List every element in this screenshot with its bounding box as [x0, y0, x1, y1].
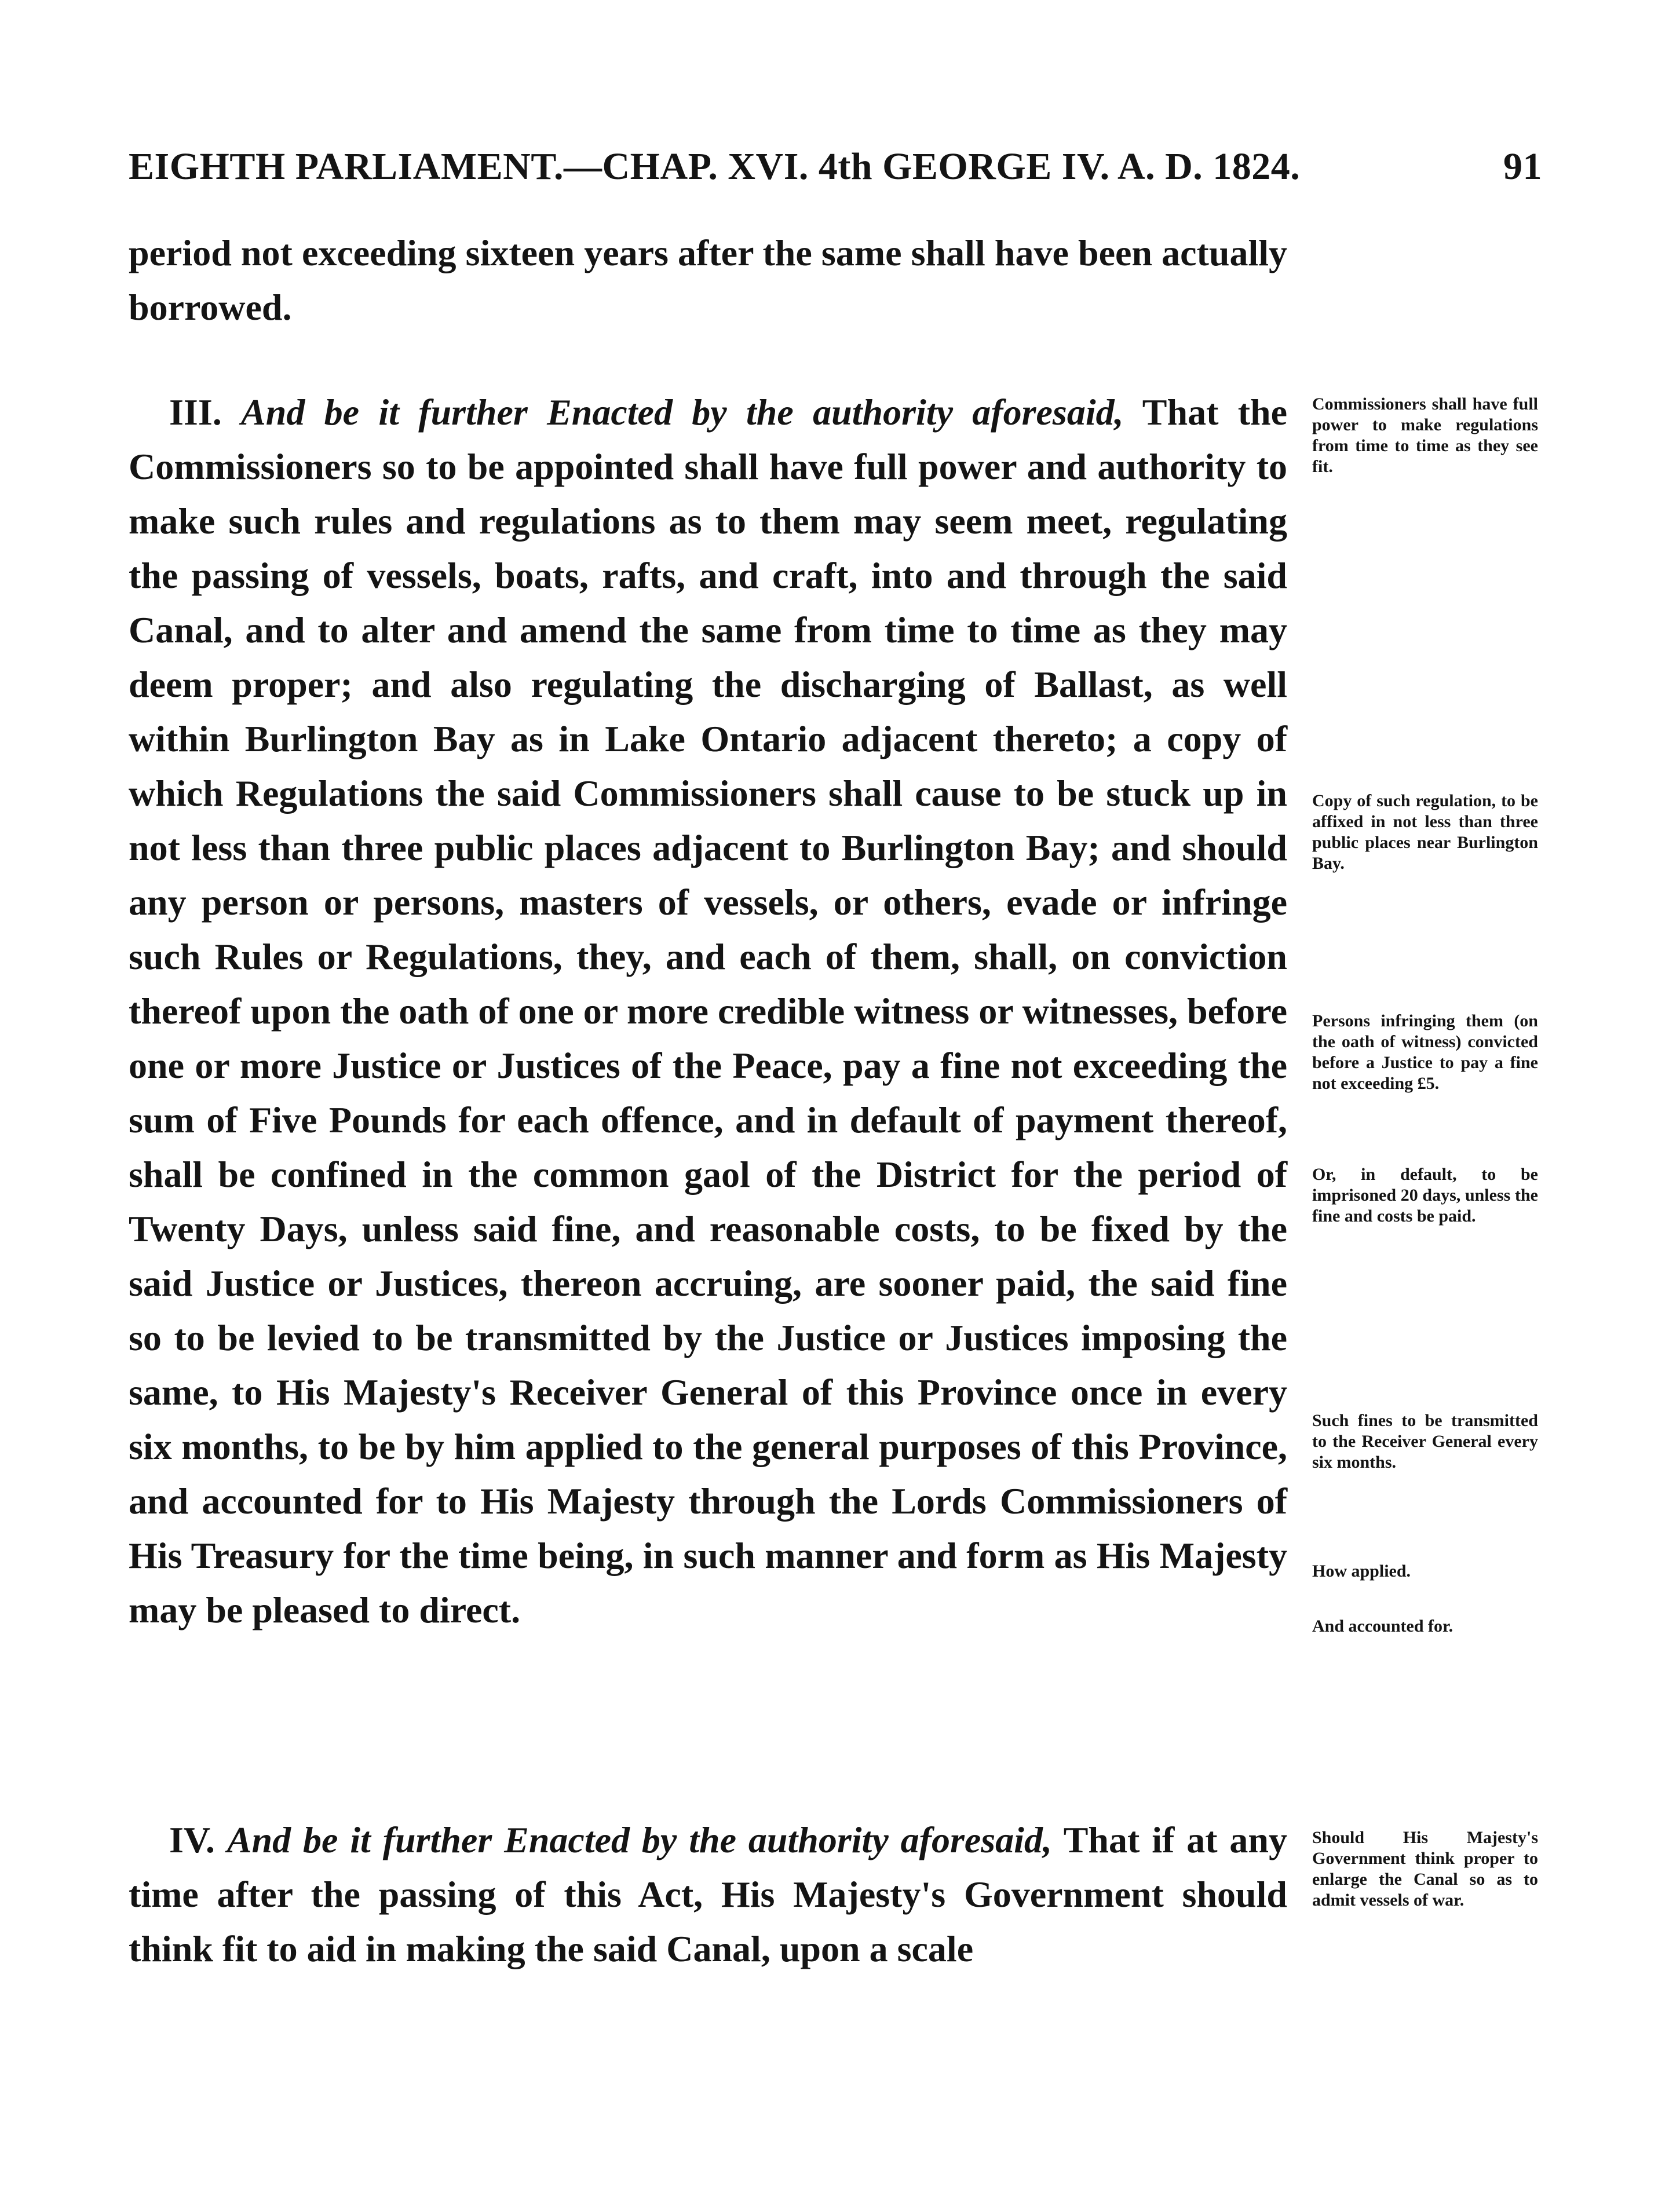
- sidenote-fines-transmitted: Such fines to be transmitted to the Receiver General every six months.: [1312, 1411, 1538, 1472]
- section-4-text: That if at any time after the passing of this Act, His Majesty's Government should think fit to aid in making the said Canal, upon a scale: [129, 1819, 1288, 1969]
- sidenote-imprisonment: Or, in default, to be imprisoned 20 days, unless the fine and costs be paid.: [1312, 1165, 1538, 1226]
- section-4-enacting-clause: And be it further Enacted by the authority aforesaid,: [227, 1819, 1052, 1860]
- section-4: [129, 1813, 1287, 1976]
- running-head-title: EIGHTH PARLIAMENT.—CHAP. XVI. 4th GEORGE IV. A. D. 1824.: [129, 145, 1301, 188]
- page-number: 91: [1503, 145, 1542, 188]
- section-3-enacting-clause: And be it further Enacted by the authority aforesaid,: [241, 392, 1124, 433]
- sidenote-copy-affixed: Copy of such regulation, to be affixed in not less than three public places near Burlington Bay.: [1312, 791, 1538, 873]
- section-3: [129, 385, 1287, 1637]
- section-3-number: III.: [169, 392, 222, 433]
- sidenote-vessels-of-war: Should His Majesty's Government think proper to enlarge the Canal so as to admit vessels of war.: [1312, 1828, 1538, 1910]
- paragraph-continued: [129, 226, 1287, 335]
- paragraph-continued-text: period not exceeding sixteen years after the same shall have been actually borrowed.: [129, 232, 1287, 328]
- sidenote-accounted-for: And accounted for.: [1312, 1617, 1453, 1636]
- section-4-number: IV.: [169, 1819, 215, 1860]
- section-3-text: That the Commissioners so to be appointed shall have full power and authority to make such rules and regulations as to them may seem meet, regulating the passing of vessels, boats, rafts, and craft, into and through the said Canal, and to alter and amend the same from time to time as they may deem proper; and also regulating the discharging of Ballast, as well within Burlington Bay as in Lake Ontario adjacent thereto; a copy of which Regulations the said Commissioners shall cause to be stuck up in not less than three public places adjacent to Burlington Bay; and should any person or persons, masters of vessels, or others, evade or infringe such Rules or Regulations, they, and each of them, shall, on conviction thereof upon the oath of one or more credible witness or witnesses, before one or more Justice or Justices of the Peace, pay a fine not exceeding the sum of Five Pounds for each offence, and in default of payment thereof, shall be confined in the common gaol of the District for the period of Twenty Days, unless said fine, and reasonable costs, to be fixed by the said Justice or Justices, thereon accruing, are sooner paid, the said fine so to be levied to be transmitted by the Justice or Justices imposing the same, to His Majesty's Receiver General of this Province once in every six months, to be by him applied to the general purposes of this Province, and accounted for to His Majesty through the Lords Commissioners of His Treasury for the time being, in such manner and form as His Majesty may be pleased to direct.: [129, 392, 1288, 1630]
- running-head: [129, 145, 1542, 191]
- sidenote-commissioners-power: Commissioners shall have full power to make regulations from time to time as they see fit.: [1312, 394, 1538, 476]
- sidenote-fine: Persons infringing them (on the oath of witness) convicted before a Justice to pay a fine not exceeding £5.: [1312, 1011, 1538, 1093]
- section-4-paragraph: [129, 1813, 1287, 1976]
- section-3-paragraph: [129, 385, 1287, 1637]
- sidenote-how-applied: How applied.: [1312, 1562, 1411, 1581]
